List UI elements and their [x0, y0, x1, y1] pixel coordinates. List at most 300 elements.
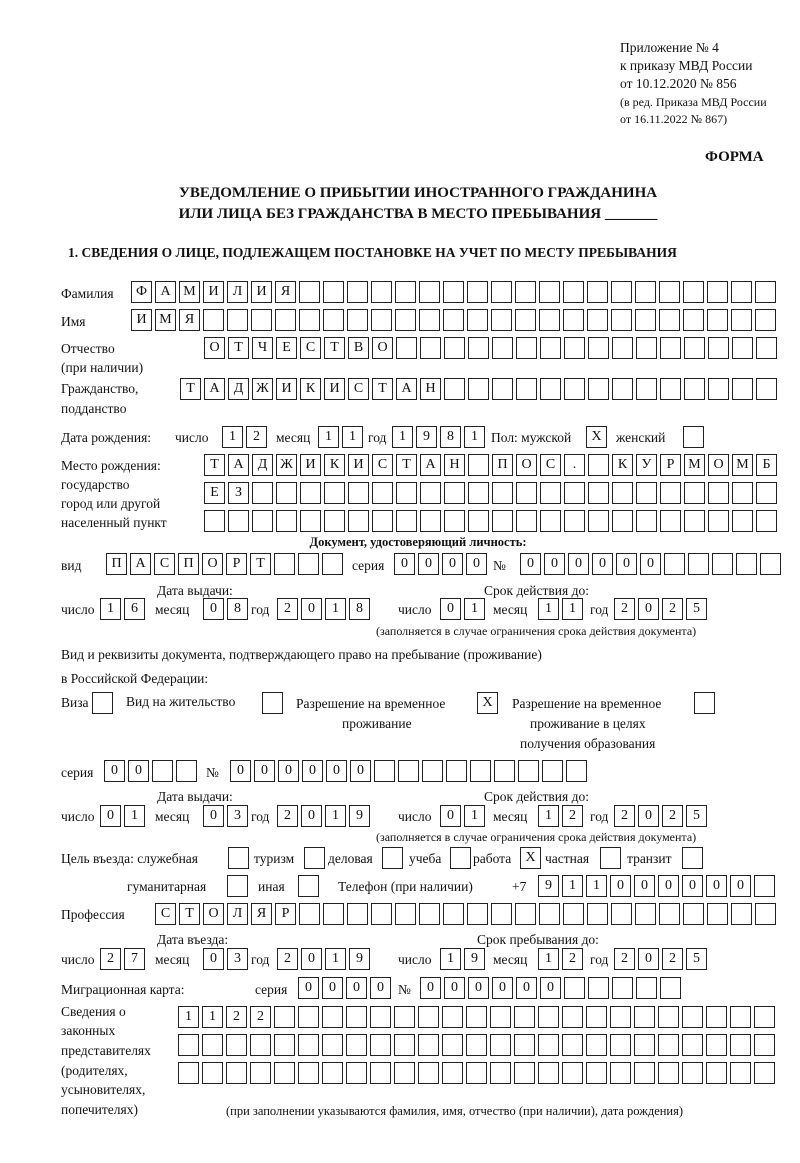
char-cell[interactable]: А [228, 454, 249, 476]
char-cell[interactable] [252, 482, 273, 504]
char-cell[interactable]: 0 [301, 598, 322, 620]
char-cell[interactable] [467, 903, 488, 925]
char-cell[interactable] [586, 1062, 607, 1084]
char-cell[interactable]: П [106, 553, 127, 575]
char-cell[interactable]: 0 [350, 760, 371, 782]
char-cell[interactable]: О [203, 903, 224, 925]
char-cell[interactable] [540, 337, 561, 359]
char-cell[interactable]: 3 [227, 805, 248, 827]
sex-male-checkbox[interactable] [586, 426, 610, 448]
char-cell[interactable] [636, 337, 657, 359]
char-cell[interactable] [419, 281, 440, 303]
char-cell[interactable] [262, 692, 283, 714]
char-cell[interactable] [731, 903, 752, 925]
char-cell[interactable]: 1 [325, 948, 346, 970]
char-cell[interactable] [418, 1034, 439, 1056]
char-cell[interactable] [299, 309, 320, 331]
char-cell[interactable]: 1 [100, 598, 121, 620]
char-cell[interactable]: 0 [444, 977, 465, 999]
char-cell[interactable]: 1 [392, 426, 413, 448]
char-cell[interactable] [443, 281, 464, 303]
char-cell[interactable] [563, 309, 584, 331]
char-cell[interactable]: 1 [440, 948, 461, 970]
char-cell[interactable]: А [420, 454, 441, 476]
id-valid-year-field[interactable] [614, 598, 710, 620]
char-cell[interactable] [370, 1062, 391, 1084]
right-valid-day-field[interactable] [440, 805, 488, 827]
char-cell[interactable]: И [131, 309, 152, 331]
surname-field[interactable] [131, 281, 779, 303]
char-cell[interactable] [226, 1034, 247, 1056]
char-cell[interactable] [514, 1062, 535, 1084]
char-cell[interactable] [204, 510, 225, 532]
char-cell[interactable]: Е [276, 337, 297, 359]
char-cell[interactable] [202, 1062, 223, 1084]
char-cell[interactable]: 0 [370, 977, 391, 999]
char-cell[interactable]: 0 [466, 553, 487, 575]
stay-month-field[interactable] [538, 948, 586, 970]
reps-row-3[interactable] [178, 1062, 778, 1084]
purpose-private-checkbox[interactable] [600, 847, 624, 869]
char-cell[interactable] [682, 1062, 703, 1084]
purpose-other-checkbox[interactable] [298, 875, 322, 897]
char-cell[interactable]: Т [179, 903, 200, 925]
char-cell[interactable] [683, 903, 704, 925]
char-cell[interactable] [684, 510, 705, 532]
char-cell[interactable] [538, 1062, 559, 1084]
birthplace-row-2[interactable] [204, 482, 780, 504]
char-cell[interactable]: 0 [516, 977, 537, 999]
char-cell[interactable] [398, 760, 419, 782]
char-cell[interactable] [683, 309, 704, 331]
char-cell[interactable]: 9 [349, 805, 370, 827]
char-cell[interactable]: 9 [416, 426, 437, 448]
char-cell[interactable]: 0 [302, 760, 323, 782]
char-cell[interactable] [322, 553, 343, 575]
char-cell[interactable] [730, 1062, 751, 1084]
char-cell[interactable] [756, 378, 777, 400]
char-cell[interactable]: 8 [440, 426, 461, 448]
char-cell[interactable]: 1 [342, 426, 363, 448]
char-cell[interactable] [323, 309, 344, 331]
char-cell[interactable] [611, 309, 632, 331]
char-cell[interactable] [635, 281, 656, 303]
char-cell[interactable]: 0 [203, 598, 224, 620]
char-cell[interactable] [731, 281, 752, 303]
char-cell[interactable] [466, 1062, 487, 1084]
char-cell[interactable] [274, 1034, 295, 1056]
char-cell[interactable]: 7 [124, 948, 145, 970]
mc-number-field[interactable] [420, 977, 684, 999]
citizenship-field[interactable] [180, 378, 780, 400]
char-cell[interactable]: Ф [131, 281, 152, 303]
char-cell[interactable]: 0 [301, 948, 322, 970]
char-cell[interactable]: А [155, 281, 176, 303]
char-cell[interactable] [563, 903, 584, 925]
char-cell[interactable] [346, 1062, 367, 1084]
char-cell[interactable]: Р [226, 553, 247, 575]
purpose-work-checkbox[interactable] [520, 847, 544, 869]
char-cell[interactable] [275, 309, 296, 331]
char-cell[interactable]: И [276, 378, 297, 400]
char-cell[interactable] [374, 760, 395, 782]
char-cell[interactable] [684, 337, 705, 359]
char-cell[interactable] [754, 1006, 775, 1028]
char-cell[interactable] [660, 510, 681, 532]
char-cell[interactable] [178, 1034, 199, 1056]
char-cell[interactable] [708, 482, 729, 504]
char-cell[interactable]: 0 [616, 553, 637, 575]
char-cell[interactable]: 0 [104, 760, 125, 782]
char-cell[interactable] [588, 337, 609, 359]
purpose-tourism-checkbox[interactable] [304, 847, 328, 869]
char-cell[interactable] [298, 1062, 319, 1084]
char-cell[interactable] [396, 510, 417, 532]
char-cell[interactable] [250, 1062, 271, 1084]
char-cell[interactable] [304, 847, 325, 869]
char-cell[interactable] [636, 977, 657, 999]
char-cell[interactable]: А [130, 553, 151, 575]
char-cell[interactable] [444, 510, 465, 532]
char-cell[interactable] [694, 692, 715, 714]
char-cell[interactable] [394, 1062, 415, 1084]
char-cell[interactable] [684, 378, 705, 400]
char-cell[interactable] [346, 1006, 367, 1028]
char-cell[interactable] [443, 309, 464, 331]
char-cell[interactable] [516, 337, 537, 359]
char-cell[interactable] [492, 378, 513, 400]
char-cell[interactable] [274, 1062, 295, 1084]
char-cell[interactable] [490, 1062, 511, 1084]
char-cell[interactable] [612, 378, 633, 400]
id-issue-day-field[interactable] [100, 598, 148, 620]
char-cell[interactable] [562, 1006, 583, 1028]
char-cell[interactable]: 1 [586, 875, 607, 897]
char-cell[interactable]: 2 [562, 948, 583, 970]
char-cell[interactable]: 9 [464, 948, 485, 970]
char-cell[interactable]: А [396, 378, 417, 400]
char-cell[interactable] [635, 903, 656, 925]
char-cell[interactable]: Ж [276, 454, 297, 476]
char-cell[interactable]: И [348, 454, 369, 476]
char-cell[interactable]: 0 [638, 948, 659, 970]
char-cell[interactable]: 0 [326, 760, 347, 782]
char-cell[interactable]: 0 [492, 977, 513, 999]
char-cell[interactable] [176, 760, 197, 782]
char-cell[interactable] [708, 378, 729, 400]
char-cell[interactable] [540, 378, 561, 400]
char-cell[interactable] [491, 903, 512, 925]
char-cell[interactable] [422, 760, 443, 782]
char-cell[interactable] [299, 903, 320, 925]
char-cell[interactable] [490, 1006, 511, 1028]
char-cell[interactable] [588, 454, 609, 476]
char-cell[interactable] [566, 760, 587, 782]
char-cell[interactable] [444, 482, 465, 504]
char-cell[interactable] [372, 482, 393, 504]
char-cell[interactable] [684, 482, 705, 504]
char-cell[interactable]: 0 [540, 977, 561, 999]
char-cell[interactable] [276, 482, 297, 504]
char-cell[interactable] [466, 1034, 487, 1056]
char-cell[interactable] [611, 903, 632, 925]
char-cell[interactable] [298, 1034, 319, 1056]
char-cell[interactable]: С [348, 378, 369, 400]
char-cell[interactable]: А [204, 378, 225, 400]
char-cell[interactable] [203, 309, 224, 331]
char-cell[interactable] [588, 977, 609, 999]
char-cell[interactable]: Т [180, 378, 201, 400]
char-cell[interactable] [514, 1034, 535, 1056]
char-cell[interactable]: С [372, 454, 393, 476]
char-cell[interactable] [664, 553, 685, 575]
char-cell[interactable] [228, 510, 249, 532]
char-cell[interactable] [322, 1062, 343, 1084]
char-cell[interactable]: 1 [325, 805, 346, 827]
id-issue-month-field[interactable] [203, 598, 251, 620]
right-valid-month-field[interactable] [538, 805, 586, 827]
char-cell[interactable] [274, 553, 295, 575]
char-cell[interactable]: 0 [520, 553, 541, 575]
char-cell[interactable] [659, 903, 680, 925]
char-cell[interactable] [515, 309, 536, 331]
char-cell[interactable]: 2 [277, 805, 298, 827]
char-cell[interactable]: 0 [322, 977, 343, 999]
char-cell[interactable] [226, 1062, 247, 1084]
char-cell[interactable]: И [324, 378, 345, 400]
char-cell[interactable]: 5 [686, 598, 707, 620]
char-cell[interactable]: 0 [418, 553, 439, 575]
char-cell[interactable]: 0 [682, 875, 703, 897]
char-cell[interactable] [682, 847, 703, 869]
char-cell[interactable]: 1 [464, 598, 485, 620]
char-cell[interactable] [634, 1006, 655, 1028]
char-cell[interactable] [732, 378, 753, 400]
char-cell[interactable]: 3 [227, 948, 248, 970]
char-cell[interactable] [322, 1034, 343, 1056]
char-cell[interactable] [516, 510, 537, 532]
char-cell[interactable]: О [708, 454, 729, 476]
char-cell[interactable] [610, 1062, 631, 1084]
char-cell[interactable]: 2 [250, 1006, 271, 1028]
char-cell[interactable]: 0 [301, 805, 322, 827]
char-cell[interactable] [540, 510, 561, 532]
char-cell[interactable] [564, 977, 585, 999]
char-cell[interactable] [298, 1006, 319, 1028]
char-cell[interactable] [756, 482, 777, 504]
char-cell[interactable] [418, 1062, 439, 1084]
stay-year-field[interactable] [614, 948, 710, 970]
char-cell[interactable]: 0 [278, 760, 299, 782]
char-cell[interactable] [250, 1034, 271, 1056]
char-cell[interactable]: Т [396, 454, 417, 476]
char-cell[interactable]: 1 [538, 948, 559, 970]
char-cell[interactable] [706, 1006, 727, 1028]
char-cell[interactable]: 9 [538, 875, 559, 897]
char-cell[interactable]: Т [228, 337, 249, 359]
char-cell[interactable] [612, 482, 633, 504]
char-cell[interactable] [468, 378, 489, 400]
char-cell[interactable] [600, 847, 621, 869]
char-cell[interactable] [347, 281, 368, 303]
char-cell[interactable]: 1 [538, 598, 559, 620]
char-cell[interactable] [588, 378, 609, 400]
char-cell[interactable] [634, 1062, 655, 1084]
char-cell[interactable] [636, 482, 657, 504]
char-cell[interactable] [754, 875, 775, 897]
char-cell[interactable] [251, 309, 272, 331]
right-issue-month-field[interactable] [203, 805, 251, 827]
char-cell[interactable]: Я [275, 281, 296, 303]
char-cell[interactable] [539, 309, 560, 331]
char-cell[interactable] [450, 847, 471, 869]
char-cell[interactable] [322, 1006, 343, 1028]
char-cell[interactable]: 0 [203, 805, 224, 827]
name-field[interactable] [131, 309, 779, 331]
char-cell[interactable]: О [202, 553, 223, 575]
char-cell[interactable] [612, 337, 633, 359]
char-cell[interactable] [706, 1062, 727, 1084]
id-valid-day-field[interactable] [440, 598, 488, 620]
visa-checkbox[interactable] [92, 692, 116, 714]
char-cell[interactable]: Ж [252, 378, 273, 400]
char-cell[interactable] [324, 510, 345, 532]
char-cell[interactable]: 1 [202, 1006, 223, 1028]
char-cell[interactable]: 2 [226, 1006, 247, 1028]
id-valid-month-field[interactable] [538, 598, 586, 620]
char-cell[interactable]: 0 [254, 760, 275, 782]
char-cell[interactable]: 0 [568, 553, 589, 575]
char-cell[interactable]: В [348, 337, 369, 359]
char-cell[interactable]: Л [227, 281, 248, 303]
entry-day-field[interactable] [100, 948, 148, 970]
char-cell[interactable] [444, 337, 465, 359]
char-cell[interactable]: 0 [706, 875, 727, 897]
char-cell[interactable] [492, 337, 513, 359]
purpose-humanitarian-checkbox[interactable] [227, 875, 251, 897]
char-cell[interactable] [420, 337, 441, 359]
char-cell[interactable]: 0 [730, 875, 751, 897]
char-cell[interactable] [515, 903, 536, 925]
char-cell[interactable] [708, 337, 729, 359]
char-cell[interactable] [152, 760, 173, 782]
char-cell[interactable]: И [251, 281, 272, 303]
char-cell[interactable]: Д [252, 454, 273, 476]
char-cell[interactable] [660, 378, 681, 400]
char-cell[interactable] [466, 1006, 487, 1028]
birthplace-row-3[interactable] [204, 510, 780, 532]
char-cell[interactable] [707, 903, 728, 925]
char-cell[interactable] [323, 903, 344, 925]
char-cell[interactable] [659, 309, 680, 331]
char-cell[interactable]: 0 [203, 948, 224, 970]
mc-series-field[interactable] [298, 977, 394, 999]
char-cell[interactable] [492, 482, 513, 504]
reps-row-1[interactable] [178, 1006, 778, 1028]
stay-day-field[interactable] [440, 948, 488, 970]
char-cell[interactable] [443, 903, 464, 925]
char-cell[interactable] [730, 1006, 751, 1028]
char-cell[interactable]: 2 [662, 948, 683, 970]
char-cell[interactable] [708, 510, 729, 532]
char-cell[interactable] [755, 309, 776, 331]
char-cell[interactable] [542, 760, 563, 782]
char-cell[interactable] [587, 903, 608, 925]
char-cell[interactable] [756, 337, 777, 359]
char-cell[interactable]: 5 [686, 948, 707, 970]
char-cell[interactable] [227, 309, 248, 331]
char-cell[interactable]: О [204, 337, 225, 359]
char-cell[interactable] [202, 1034, 223, 1056]
char-cell[interactable] [754, 1034, 775, 1056]
char-cell[interactable]: 2 [562, 805, 583, 827]
char-cell[interactable]: 1 [124, 805, 145, 827]
char-cell[interactable]: П [492, 454, 513, 476]
char-cell[interactable]: М [179, 281, 200, 303]
patronymic-field[interactable] [204, 337, 780, 359]
char-cell[interactable] [420, 510, 441, 532]
char-cell[interactable] [682, 1006, 703, 1028]
char-cell[interactable]: 0 [440, 598, 461, 620]
char-cell[interactable] [755, 281, 776, 303]
char-cell[interactable] [467, 309, 488, 331]
char-cell[interactable]: 2 [614, 598, 635, 620]
char-cell[interactable] [538, 1006, 559, 1028]
char-cell[interactable] [587, 309, 608, 331]
char-cell[interactable] [491, 281, 512, 303]
char-cell[interactable]: 0 [230, 760, 251, 782]
char-cell[interactable] [470, 760, 491, 782]
char-cell[interactable]: Р [660, 454, 681, 476]
right-number-field[interactable] [230, 760, 590, 782]
char-cell[interactable] [612, 510, 633, 532]
char-cell[interactable] [636, 510, 657, 532]
birth-year-field[interactable] [392, 426, 488, 448]
phone-field[interactable] [538, 875, 778, 897]
char-cell[interactable] [683, 281, 704, 303]
char-cell[interactable]: 0 [638, 598, 659, 620]
reps-row-2[interactable] [178, 1034, 778, 1056]
purpose-business-checkbox[interactable] [382, 847, 406, 869]
char-cell[interactable]: 2 [277, 948, 298, 970]
char-cell[interactable]: Р [275, 903, 296, 925]
char-cell[interactable]: 2 [100, 948, 121, 970]
char-cell[interactable]: И [300, 454, 321, 476]
char-cell[interactable] [731, 309, 752, 331]
right-issue-year-field[interactable] [277, 805, 373, 827]
char-cell[interactable] [468, 454, 489, 476]
char-cell[interactable] [586, 1006, 607, 1028]
char-cell[interactable]: П [178, 553, 199, 575]
char-cell[interactable] [396, 482, 417, 504]
char-cell[interactable] [382, 847, 403, 869]
char-cell[interactable]: Т [372, 378, 393, 400]
char-cell[interactable] [252, 510, 273, 532]
char-cell[interactable]: 0 [544, 553, 565, 575]
char-cell[interactable]: 0 [346, 977, 367, 999]
char-cell[interactable] [348, 482, 369, 504]
char-cell[interactable] [736, 553, 757, 575]
char-cell[interactable]: Ч [252, 337, 273, 359]
char-cell[interactable] [563, 281, 584, 303]
char-cell[interactable]: Н [420, 378, 441, 400]
char-cell[interactable] [494, 760, 515, 782]
char-cell[interactable] [658, 1062, 679, 1084]
residence-permit-checkbox[interactable] [262, 692, 286, 714]
char-cell[interactable] [636, 378, 657, 400]
char-cell[interactable] [370, 1006, 391, 1028]
char-cell[interactable]: 0 [468, 977, 489, 999]
